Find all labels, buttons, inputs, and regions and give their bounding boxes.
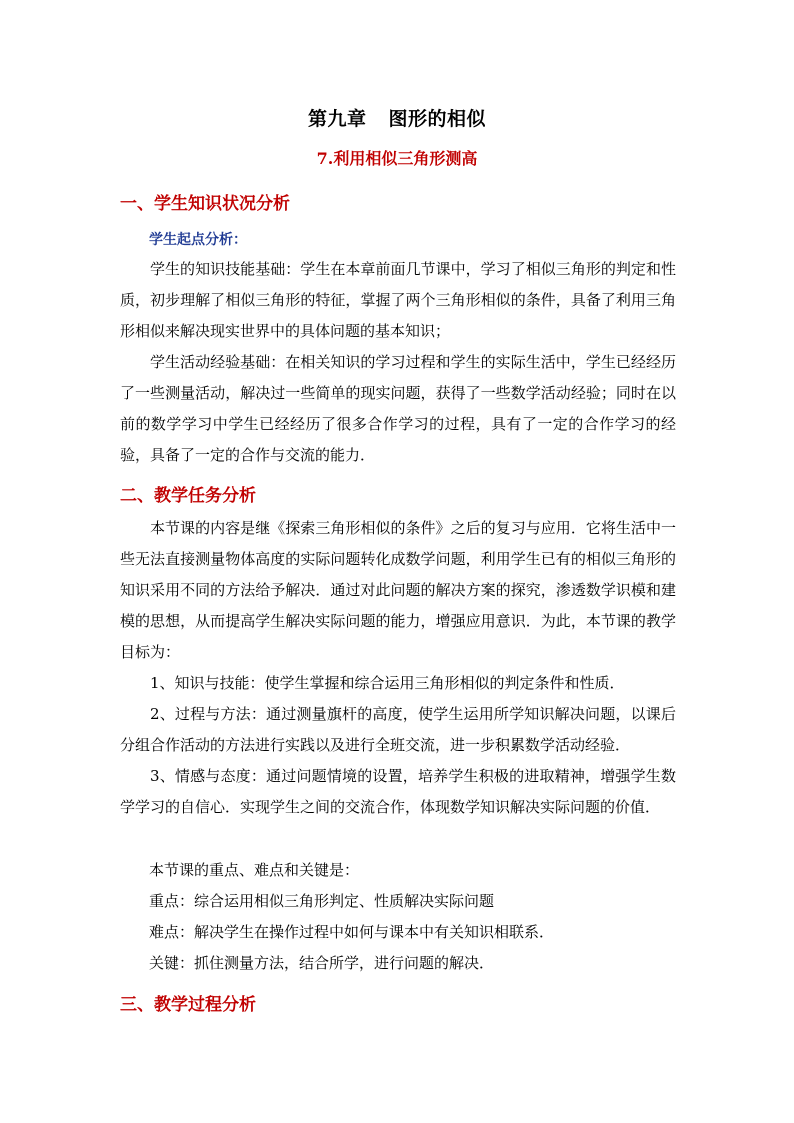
- chapter-title: [0, 104, 794, 131]
- paragraph-goal-knowledge: 1、知识与技能：使学生掌握和综合运用三角形相似的判定条件和性质．: [150, 674, 625, 692]
- section-heading-2: 二、教学任务分析: [120, 486, 256, 506]
- section-heading-1: 一、学生知识状况分析: [120, 194, 290, 214]
- lesson-title: 7.利用相似三角形测高: [316, 149, 478, 168]
- paragraph-goal-attitude: 3、情感与态度：通过问题情境的设置，培养学生积极的进取精神，增强学生数学学习的自信心．实现学生之间的交流合作，体现数学知识解决实际问题的价值．: [120, 767, 676, 816]
- paragraph-task-intro: 本节课的内容是继《探索三角形相似的条件》之后的复习与应用．它将生活中一些无法直接测量物体高度的实际问题转化成数学问题，利用学生已有的相似三角形的知识采用不同的方法给予解决．通过对此问题的解决方案的探究，渗透数学识模和建模的思想，从而提高学生解决实际问题的能力，增强应用意识．为此，本节课的教学目标为：: [120, 519, 676, 661]
- paragraph-experience-basis: 学生活动经验基础：在相关知识的学习过程和学生的实际生活中，学生已经经历了一些测量活动，解决过一些简单的现实问题，获得了一些数学活动经验；同时在以前的数学学习中学生已经经历了很多合作学习的过程，具有了一定的合作学习的经验，具备了一定的合作与交流的能力．: [120, 353, 676, 464]
- line-key-point: 重点：综合运用相似三角形判定、性质解决实际问题: [149, 892, 495, 910]
- line-difficulty: 难点：解决学生在操作过程中如何与课本中有关知识相联系．: [149, 923, 555, 941]
- paragraph-knowledge-basis: 学生的知识技能基础：学生在本章前面几节课中，学习了相似三角形的判定和性质，初步理解了相似三角形的特征，掌握了两个三角形相似的条件，具备了利用三角形相似来解决现实世界中的具体问题的基本知识；: [120, 260, 676, 340]
- chapter-number: 第九章: [307, 108, 367, 130]
- subheading-start-analysis: 学生起点分析：: [149, 232, 247, 248]
- section-heading-3: 三、教学过程分析: [120, 995, 256, 1015]
- line-key-points-intro: 本节课的重点、难点和关键是：: [149, 861, 360, 879]
- paragraph-goal-process: 2、过程与方法：通过测量旗杆的高度，使学生运用所学知识解决问题，以课后分组合作活动的方法进行实践以及进行全班交流，进一步积累数学活动经验．: [120, 705, 676, 754]
- line-crux: 关键：抓住测量方法，结合所学，进行问题的解决．: [149, 954, 495, 972]
- chapter-name: 图形的相似: [388, 108, 487, 130]
